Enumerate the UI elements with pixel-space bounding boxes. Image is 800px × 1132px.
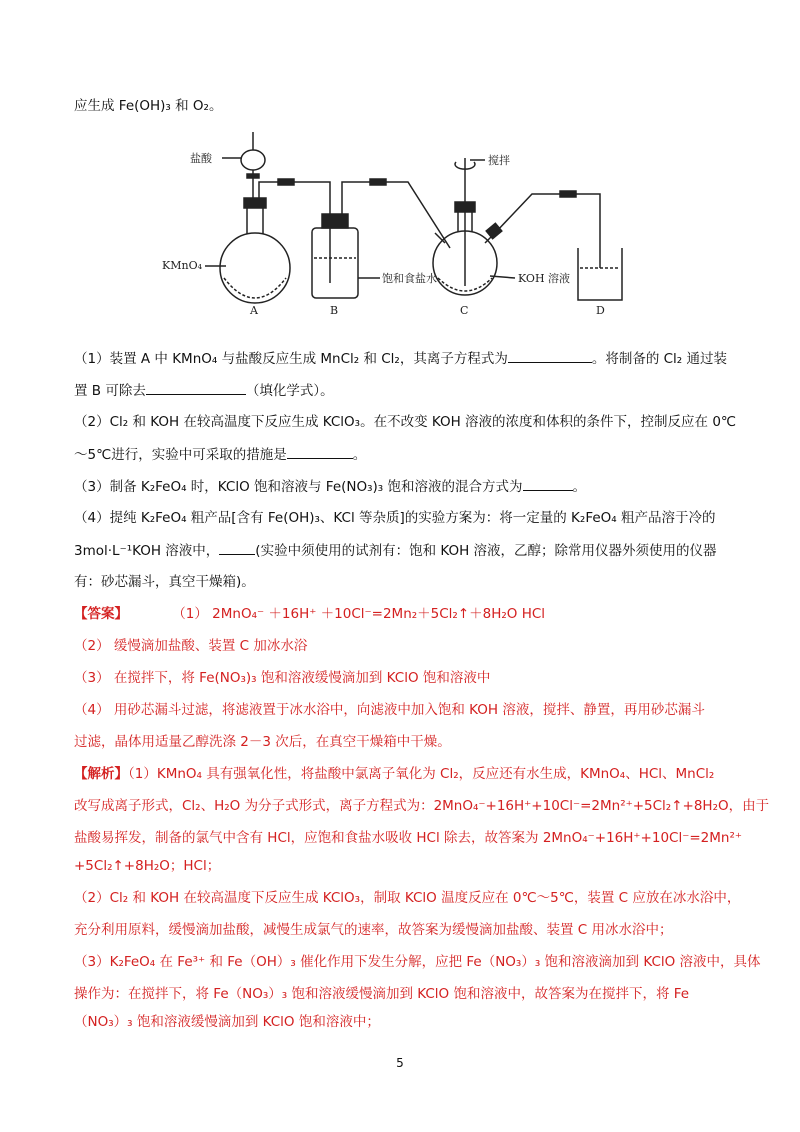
bottle-b-stopper xyxy=(322,214,348,228)
question-4-part-a: （4）提纯 K₂FeO₄ 粗产品[含有 Fe(OH)₃、KCl 等杂质]的实验方案为：将一定量的 K₂FeO₄ 粗产品溶于冷的 xyxy=(74,510,716,526)
analysis-text-4: +5Cl₂↑+8H₂O；HCl； xyxy=(74,858,221,874)
analysis-line-7 xyxy=(74,952,761,972)
question-3-part-b: 。 xyxy=(572,479,587,495)
tube-cd xyxy=(495,194,600,268)
analysis-line-8 xyxy=(74,984,689,1004)
question-1-part-b: 。将制备的 Cl₂ 通过装 xyxy=(591,351,728,367)
question-4-part-c: (实验中须使用的试剂有：饱和 KOH 溶液，乙醇；除常用仪器外须使用的仪器 xyxy=(255,543,717,559)
question-2-part-a: （2）Cl₂ 和 KOH 在较高温度下反应生成 KClO₃。在不改变 KOH 溶液的浓度和体积的条件下，控制反应在 0℃ xyxy=(74,414,737,430)
analysis-line-9 xyxy=(74,1012,380,1032)
label-brine: 饱和食盐水 xyxy=(382,272,437,285)
label-a: A xyxy=(250,304,258,317)
question-4-part-b: 3mol·L⁻¹KOH 溶液中， xyxy=(74,543,220,559)
tube-ab xyxy=(259,182,330,214)
flask-a xyxy=(220,233,290,303)
connector-1 xyxy=(278,179,294,185)
answer-line-3 xyxy=(74,668,490,688)
flask-a-stopper xyxy=(244,198,266,208)
analysis-text-3: 盐酸易挥发，制备的氯气中含有 HCl，应饱和食盐水吸收 HCl 除去，故答案为 2MnO₄⁻+16H⁺+10Cl⁻=2Mn²⁺ xyxy=(74,830,742,846)
answer-blank-3[interactable] xyxy=(287,444,353,459)
intro-text xyxy=(74,96,222,116)
page-number: 5 xyxy=(396,1056,404,1070)
answer-4-part-1: （4） 用砂芯漏斗过滤，将滤液置于冰水浴中，向滤液中加入饱和 KOH 溶液，搅拌、静置，再用砂芯漏斗 xyxy=(74,702,705,718)
label-stir: 搅拌 xyxy=(488,154,510,167)
analysis-line-6 xyxy=(74,920,673,940)
question-1-line-1 xyxy=(74,348,727,369)
analysis-line-2 xyxy=(74,796,769,816)
apparatus-diagram xyxy=(160,118,640,318)
answer-line-5 xyxy=(74,732,451,752)
analysis-line-4 xyxy=(74,856,220,876)
answer-blank-4[interactable] xyxy=(523,476,573,491)
bottle-b xyxy=(312,228,358,298)
intro-text-content: 应生成 Fe(OH)₃ 和 O₂。 xyxy=(74,98,223,114)
connector-3 xyxy=(560,191,576,197)
question-2-line-1 xyxy=(74,412,736,432)
analysis-text-9: （NO₃）₃ 饱和溶液缓慢滴加到 KClO 饱和溶液中； xyxy=(74,1014,380,1030)
question-2-line-2 xyxy=(74,444,366,465)
label-c: C xyxy=(460,304,469,317)
answer-line-2 xyxy=(74,636,307,656)
label-koh: KOH 溶液 xyxy=(518,272,571,285)
analysis-text-8: 操作为：在搅拌下，将 Fe（NO₃）₃ 饱和溶液缓慢滴加到 KClO 饱和溶液中，故答案为在搅拌下，将 Fe xyxy=(74,986,690,1002)
label-hcl: 盐酸 xyxy=(190,152,212,165)
question-4-line-3 xyxy=(74,572,255,592)
label-b: B xyxy=(330,304,339,317)
answer-line-1 xyxy=(74,604,545,624)
question-4-line-1 xyxy=(74,508,716,528)
connector-2 xyxy=(370,179,386,185)
analysis-line-1 xyxy=(74,764,714,784)
analysis-text-7: （3）K₂FeO₄ 在 Fe³⁺ 和 Fe（OH）₃ 催化作用下发生分解，应把 Fe（NO₃）₃ 饱和溶液滴加到 KClO 溶液中，具体 xyxy=(74,954,761,970)
analysis-line-5 xyxy=(74,888,740,908)
question-1-line-2 xyxy=(74,380,334,401)
question-3-line-1 xyxy=(74,476,586,497)
flask-c-side-stopper xyxy=(486,223,502,238)
analysis-line-3 xyxy=(74,828,742,848)
question-4-part-d: 有：砂芯漏斗，真空干燥箱)。 xyxy=(74,574,255,590)
question-2-part-c: 。 xyxy=(352,447,367,463)
question-1-part-d: （填化学式）。 xyxy=(245,383,334,399)
analysis-tag: 【解析】 xyxy=(74,766,128,782)
answer-tag: 【答案】 xyxy=(74,606,128,622)
answer-blank-5[interactable] xyxy=(219,540,255,555)
answer-line-4 xyxy=(74,700,705,720)
answer-1: （1） 2MnO₄⁻ ＋16H⁺ ＋10Cl⁻=2Mn₂＋5Cl₂↑＋8H₂O HCl xyxy=(172,606,546,622)
question-1-part-a: （1）装置 A 中 KMnO₄ 与盐酸反应生成 MnCl₂ 和 Cl₂，其离子方程式为 xyxy=(74,351,508,367)
question-2-part-b: ～5℃进行，实验中可采取的措施是 xyxy=(74,447,287,463)
answer-3: （3） 在搅拌下，将 Fe(NO₃)₃ 饱和溶液缓慢滴加到 KClO 饱和溶液中 xyxy=(74,670,491,686)
question-4-line-2 xyxy=(74,540,717,561)
label-kmno4: KMnO₄ xyxy=(162,259,202,272)
analysis-text-1: （1）KMnO₄ 具有强氧化性，将盐酸中氯离子氧化为 Cl₂，反应还有水生成，KMnO₄、HCl、MnCl₂ xyxy=(128,766,715,782)
dropping-funnel xyxy=(241,150,265,170)
flask-a-neck xyxy=(247,206,263,234)
question-1-part-c: 置 B 可除去 xyxy=(74,383,146,399)
answer-2: （2） 缓慢滴加盐酸、装置 C 加冰水浴 xyxy=(74,638,308,654)
question-3-part-a: （3）制备 K₂FeO₄ 时，KClO 饱和溶液与 Fe(NO₃)₃ 饱和溶液的混合方式为 xyxy=(74,479,523,495)
answer-blank-1[interactable] xyxy=(508,348,592,363)
analysis-text-2: 改写成离子形式，Cl₂、H₂O 为分子式形式，离子方程式为：2MnO₄⁻+16H⁺+10Cl⁻=2Mn²⁺+5Cl₂↑+8H₂O，由于 xyxy=(74,798,770,814)
answer-4-part-2: 过滤，晶体用适量乙醇洗涤 2－3 次后，在真空干燥箱中干燥。 xyxy=(74,734,451,750)
answer-blank-2[interactable] xyxy=(146,380,246,395)
analysis-text-6: 充分利用原料，缓慢滴加盐酸，减慢生成氯气的速率，故答案为缓慢滴加盐酸、装置 C 用冰水浴中； xyxy=(74,922,673,938)
analysis-text-5: （2）Cl₂ 和 KOH 在较高温度下反应生成 KClO₃，制取 KClO 温度反应在 0℃～5℃，装置 C 应放在冰水浴中， xyxy=(74,890,741,906)
label-d: D xyxy=(596,304,605,317)
funnel-stopcock xyxy=(247,174,259,178)
